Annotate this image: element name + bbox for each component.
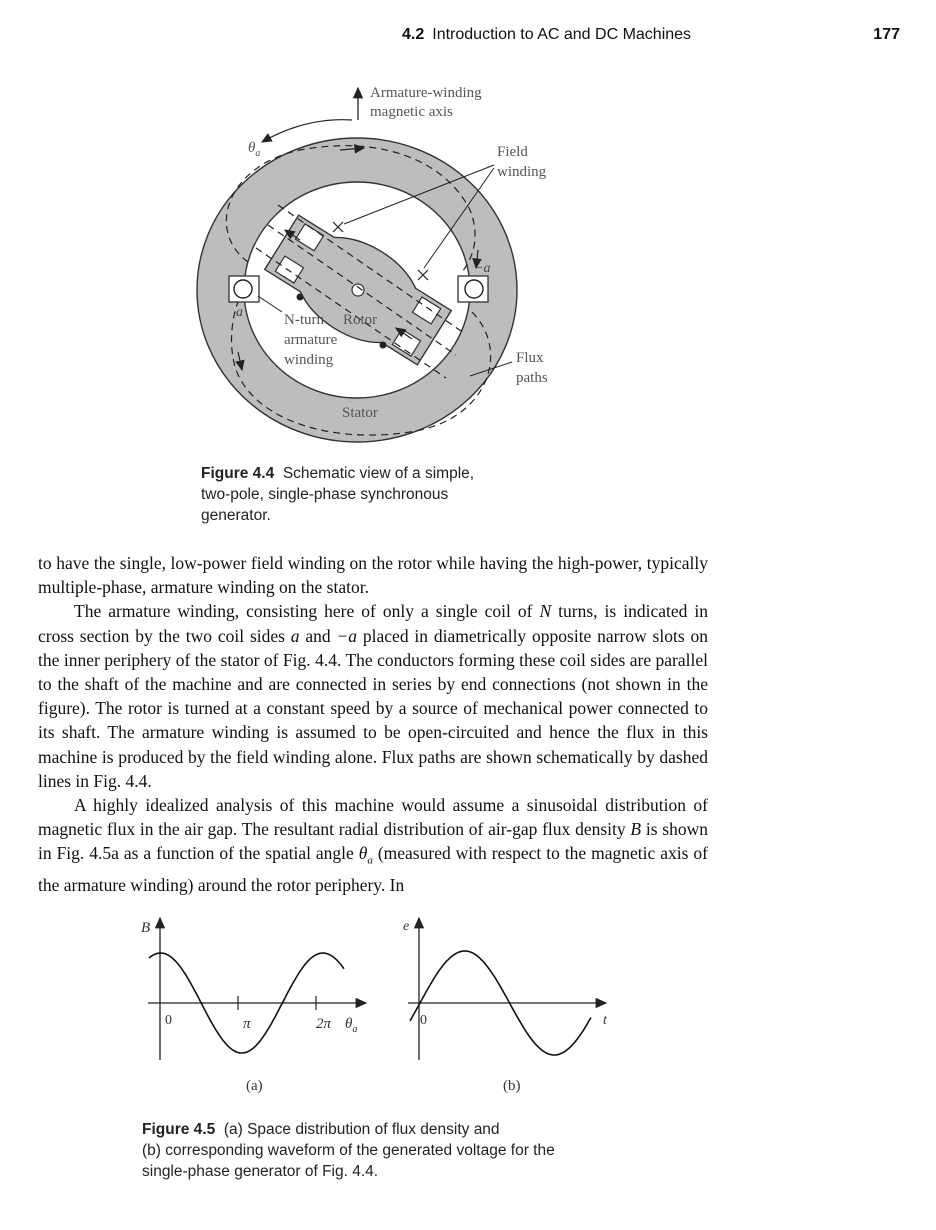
field-conductor-x-upper [333, 222, 343, 232]
flux-paths-label-1: Flux [516, 350, 544, 366]
panel-a-x-label: $\theta_a$ [345, 1016, 358, 1035]
panel-b-y-label: e [403, 919, 410, 934]
rotor-label: Rotor [343, 312, 378, 328]
panel-b-x-label: t [603, 1013, 607, 1028]
panel-a-tag: (a) [246, 1078, 263, 1094]
field-conductor-dot-left [297, 294, 304, 301]
panel-a-origin: 0 [165, 1013, 172, 1028]
figure-4-4-machine-schematic [0, 0, 936, 460]
minus-a-label: −a [474, 261, 491, 276]
figure-4-4-caption: Figure 4.4 Schematic view of a simple, two-pole, single-phase synchronous generator. [201, 465, 475, 524]
body-text [38, 551, 708, 897]
armature-axis-label-1: Armature-winding [370, 85, 482, 101]
a-label: a [236, 305, 243, 320]
nturn-leader [258, 296, 282, 312]
panel-b-origin: 0 [420, 1013, 427, 1028]
nturn-label-3: winding [284, 352, 334, 368]
flux-paths-label-2: paths [516, 370, 548, 386]
panel-a-y-label: B [141, 920, 151, 936]
nturn-label-1: N-turn [284, 312, 324, 328]
page-number: 177 [873, 26, 900, 43]
coil-side-a [234, 280, 252, 298]
coil-side-minus-a [465, 280, 483, 298]
theta-a-label: $\theta_a$ [248, 140, 261, 159]
panel-a-tick-2pi-label: 2π [316, 1016, 332, 1032]
paragraph-3: A highly idealized analysis of this machine would assume a sinusoidal distribution of magnetic flux in the air gap. The resultant radial distribution of air-gap flux density B is shown in Fig. 4.5a as a function of the spatial angle $\theta_a$ (measured with respect to the magnetic axis of the armature winding) around the rotor periphery. In [38, 795, 709, 896]
field-winding-label-2: winding [497, 164, 547, 180]
figure-4-5-caption: Figure 4.5 (a) Space distribution of flux density and (b) corresponding waveform of the generated voltage for the single-phase generator of Fig. 4.4. [142, 1121, 555, 1180]
stator-label: Stator [342, 405, 378, 421]
panel-a-tick-pi-label: π [243, 1016, 251, 1032]
field-conductor-dot-lower [380, 342, 387, 349]
nturn-label-2: armature [284, 332, 338, 348]
figure-4-5-caption-label: Figure 4.5 [142, 1121, 216, 1138]
field-winding-label-1: Field [497, 144, 528, 160]
figure-4-5-waveforms [0, 900, 936, 1110]
paragraph-1: to have the single, low-power field winding on the rotor while having the high-power, typically multiple-phase, armature winding on the stator. [38, 553, 708, 598]
panel-b-tag: (b) [503, 1078, 521, 1094]
field-conductor-x-right [418, 270, 428, 280]
armature-axis-label-2: magnetic axis [370, 104, 453, 120]
section-title: Introduction to AC and DC Machines [432, 26, 692, 43]
figure-4-4-caption-label: Figure 4.4 [201, 465, 275, 482]
section-number: 4.2 [402, 26, 425, 43]
paragraph-2: The armature winding, consisting here of only a single coil of N turns, is indicated in cross section by the two coil sides a and −a placed in diametrically opposite narrow slots on the inner periphery of the stator of Fig. 4.4. The conductors forming these coil sides are parallel to the shaft of the machine and are connected in series by end connections (not shown in the figure). The rotor is turned at a constant speed by a source of mechanical power connected to its shaft. The armature winding is assumed to be open-circuited and hence the flux in this machine is produced by the field winding alone. Flux paths are shown schematically by dashed lines in Fig. 4.4. [38, 601, 708, 791]
